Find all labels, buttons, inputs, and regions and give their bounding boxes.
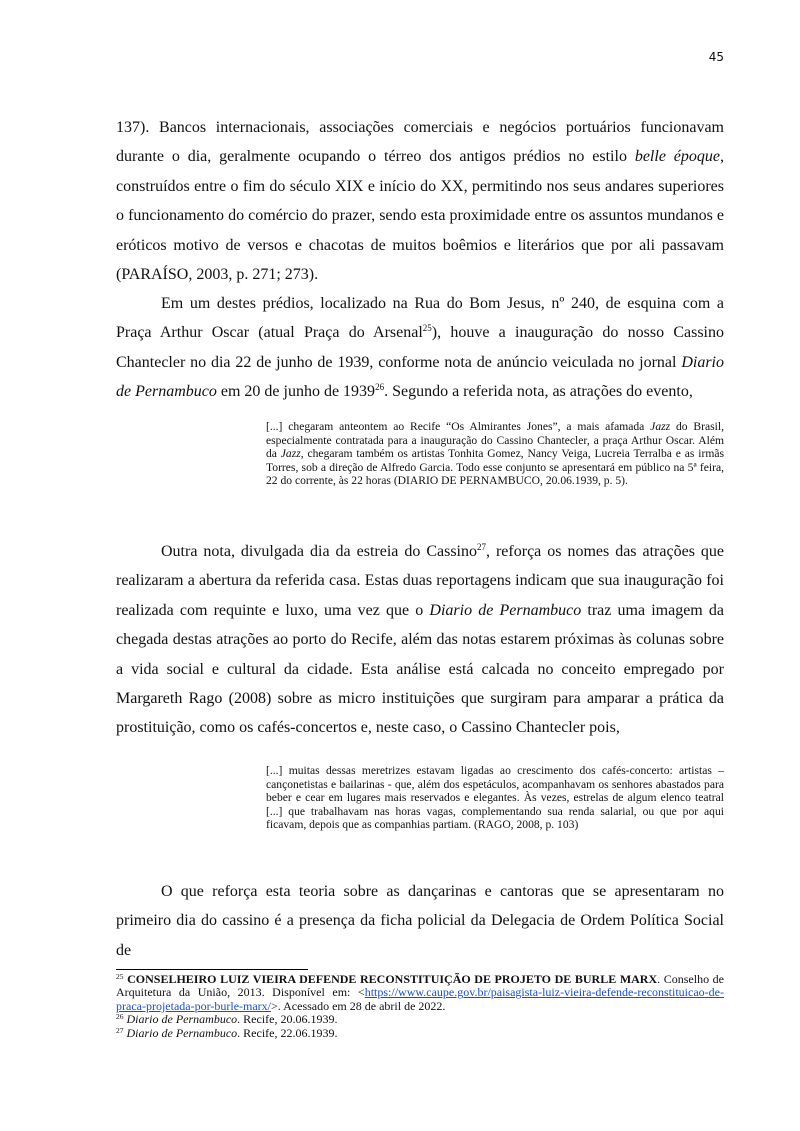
footnote-25: $^{25}$ CONSELHEIRO LUIZ VIEIRA DEFENDE RECONSTITUIÇÃO DE PROJETO DE BURLE MARX. Conselho de Arquitetura da União, 2013. Disponível em: <https://www.caupe.gov.br/paisagista-luiz-vieira-defende-reconstituicao-de-praca-projetada-por-burle-marx/>. Acessado em 28 de abril de 2022. bbox=[116, 972, 725, 1013]
page-number: 45 bbox=[708, 50, 724, 64]
emphasis: belle époque bbox=[634, 148, 721, 166]
footnote-26: $^{26}$ Diario de Pernambuco. Recife, 20.06.1939. bbox=[116, 1012, 338, 1027]
footnote-ref-26[interactable]: 26 bbox=[375, 382, 385, 393]
paragraph-1: 137). Bancos internacionais, associações comerciais e negócios portuários funcionavam durante o dia, geralmente ocupando o térreo dos antigos prédios no estilo belle époque, construídos entre o fim do século XIX e início do XX, permitindo nos seus andares superiores o funcionamento do comércio do prazer, sendo esta proximidade entre os assuntos mundanos e eróticos motivo de versos e chacotas de muitos boêmios e literários que por ali passavam (PARAÍSO, 2003, p. 271; 273). bbox=[116, 119, 725, 284]
paragraph-4: O que reforça esta teoria sobre as dançarinas e cantoras que se apresentaram no primeiro dia do cassino é a presença da ficha policial da Delegacia de Ordem Política Social de bbox=[116, 883, 724, 959]
footnote-27: $^{27}$ Diario de Pernambuco. Recife, 22.06.1939. bbox=[116, 1025, 338, 1040]
footnotes bbox=[116, 973, 724, 1040]
paragraph-3: Outra nota, divulgada dia da estreia do Cassino$^{27}$, reforça os nomes das atrações que realizaram a abertura da referida casa. Estas duas reportagens indicam que sua inauguração foi realizada com requinte e luxo, uma vez que o Diario de Pernambuco traz uma imagem da chegada destas atrações ao porto do Recife, além das notas estarem próximas às colunas sobre a vida social e cultural da cidade. Esta análise está calcada no conceito empregado por Margareth Rago (2008) sobre as micro instituições que surgiram para amparar a prática da prostituição, como os cafés-concertos e, neste caso, o Cassino Chantecler pois, bbox=[116, 542, 725, 737]
block-quote-2: [...] muitas dessas meretrizes estavam ligadas ao crescimento dos cafés-concerto: artistas – cançonetistas e bailarinas - que, além dos espetáculos, acompanhavam os senhores abastados para beber e cear em lugares mais reservados e elegantes. Às vezes, estrelas de algum elenco teatral [...] que trabalhavam nas horas vagas, complementando sua renda salarial, ou que por aqui ficavam, depois que as companhias partiam. (RAGO, 2008, p. 103) bbox=[266, 764, 724, 832]
footnote-ref-25[interactable]: 25 bbox=[422, 323, 432, 334]
footnote-separator bbox=[116, 969, 308, 970]
footnote-ref-27[interactable]: 27 bbox=[477, 542, 486, 552]
emphasis: Diario de Pernambuco bbox=[429, 601, 582, 619]
block-quote-1: [...] chegaram anteontem ao Recife “Os Almirantes Jones”, a mais afamada Jazz do Brasil, especialmente contratada para a inauguração do Cassino Chantecler, a praça Arthur Oscar. Além da Jazz, chegaram também os artistas Tonhita Gomez, Nancy Veiga, Lucreia Terralba e as irmãs Torres, sob a direção de Alfredo Garcia. Todo esse conjunto se apresentará em público na 5ª feira, 22 do corrente, às 22 horas (DIARIO DE PERNAMBUCO, 20.06.1939, p. 5). bbox=[266, 420, 724, 488]
emphasis: Diario de Pernambuco bbox=[116, 353, 724, 401]
paragraph-2: Em um destes prédios, localizado na Rua do Bom Jesus, nº 240, de esquina com a Praça Arthur Oscar (atual Praça do Arsenal$^{25}$), houve a inauguração do nosso Cassino Chantecler no dia 22 de junho de 1939, conforme nota de anúncio veiculada no jornal Diario de Pernambuco em 20 de junho de 1939$^{26}$. Segundo a referida nota, as atrações do evento, bbox=[116, 295, 724, 401]
footnote-25-link[interactable]: https://www.caupe.gov.br/paisagista-luiz-vieira-defende-reconstituicao-de-praca-projetada-por-burle-marx/ bbox=[116, 985, 724, 1013]
